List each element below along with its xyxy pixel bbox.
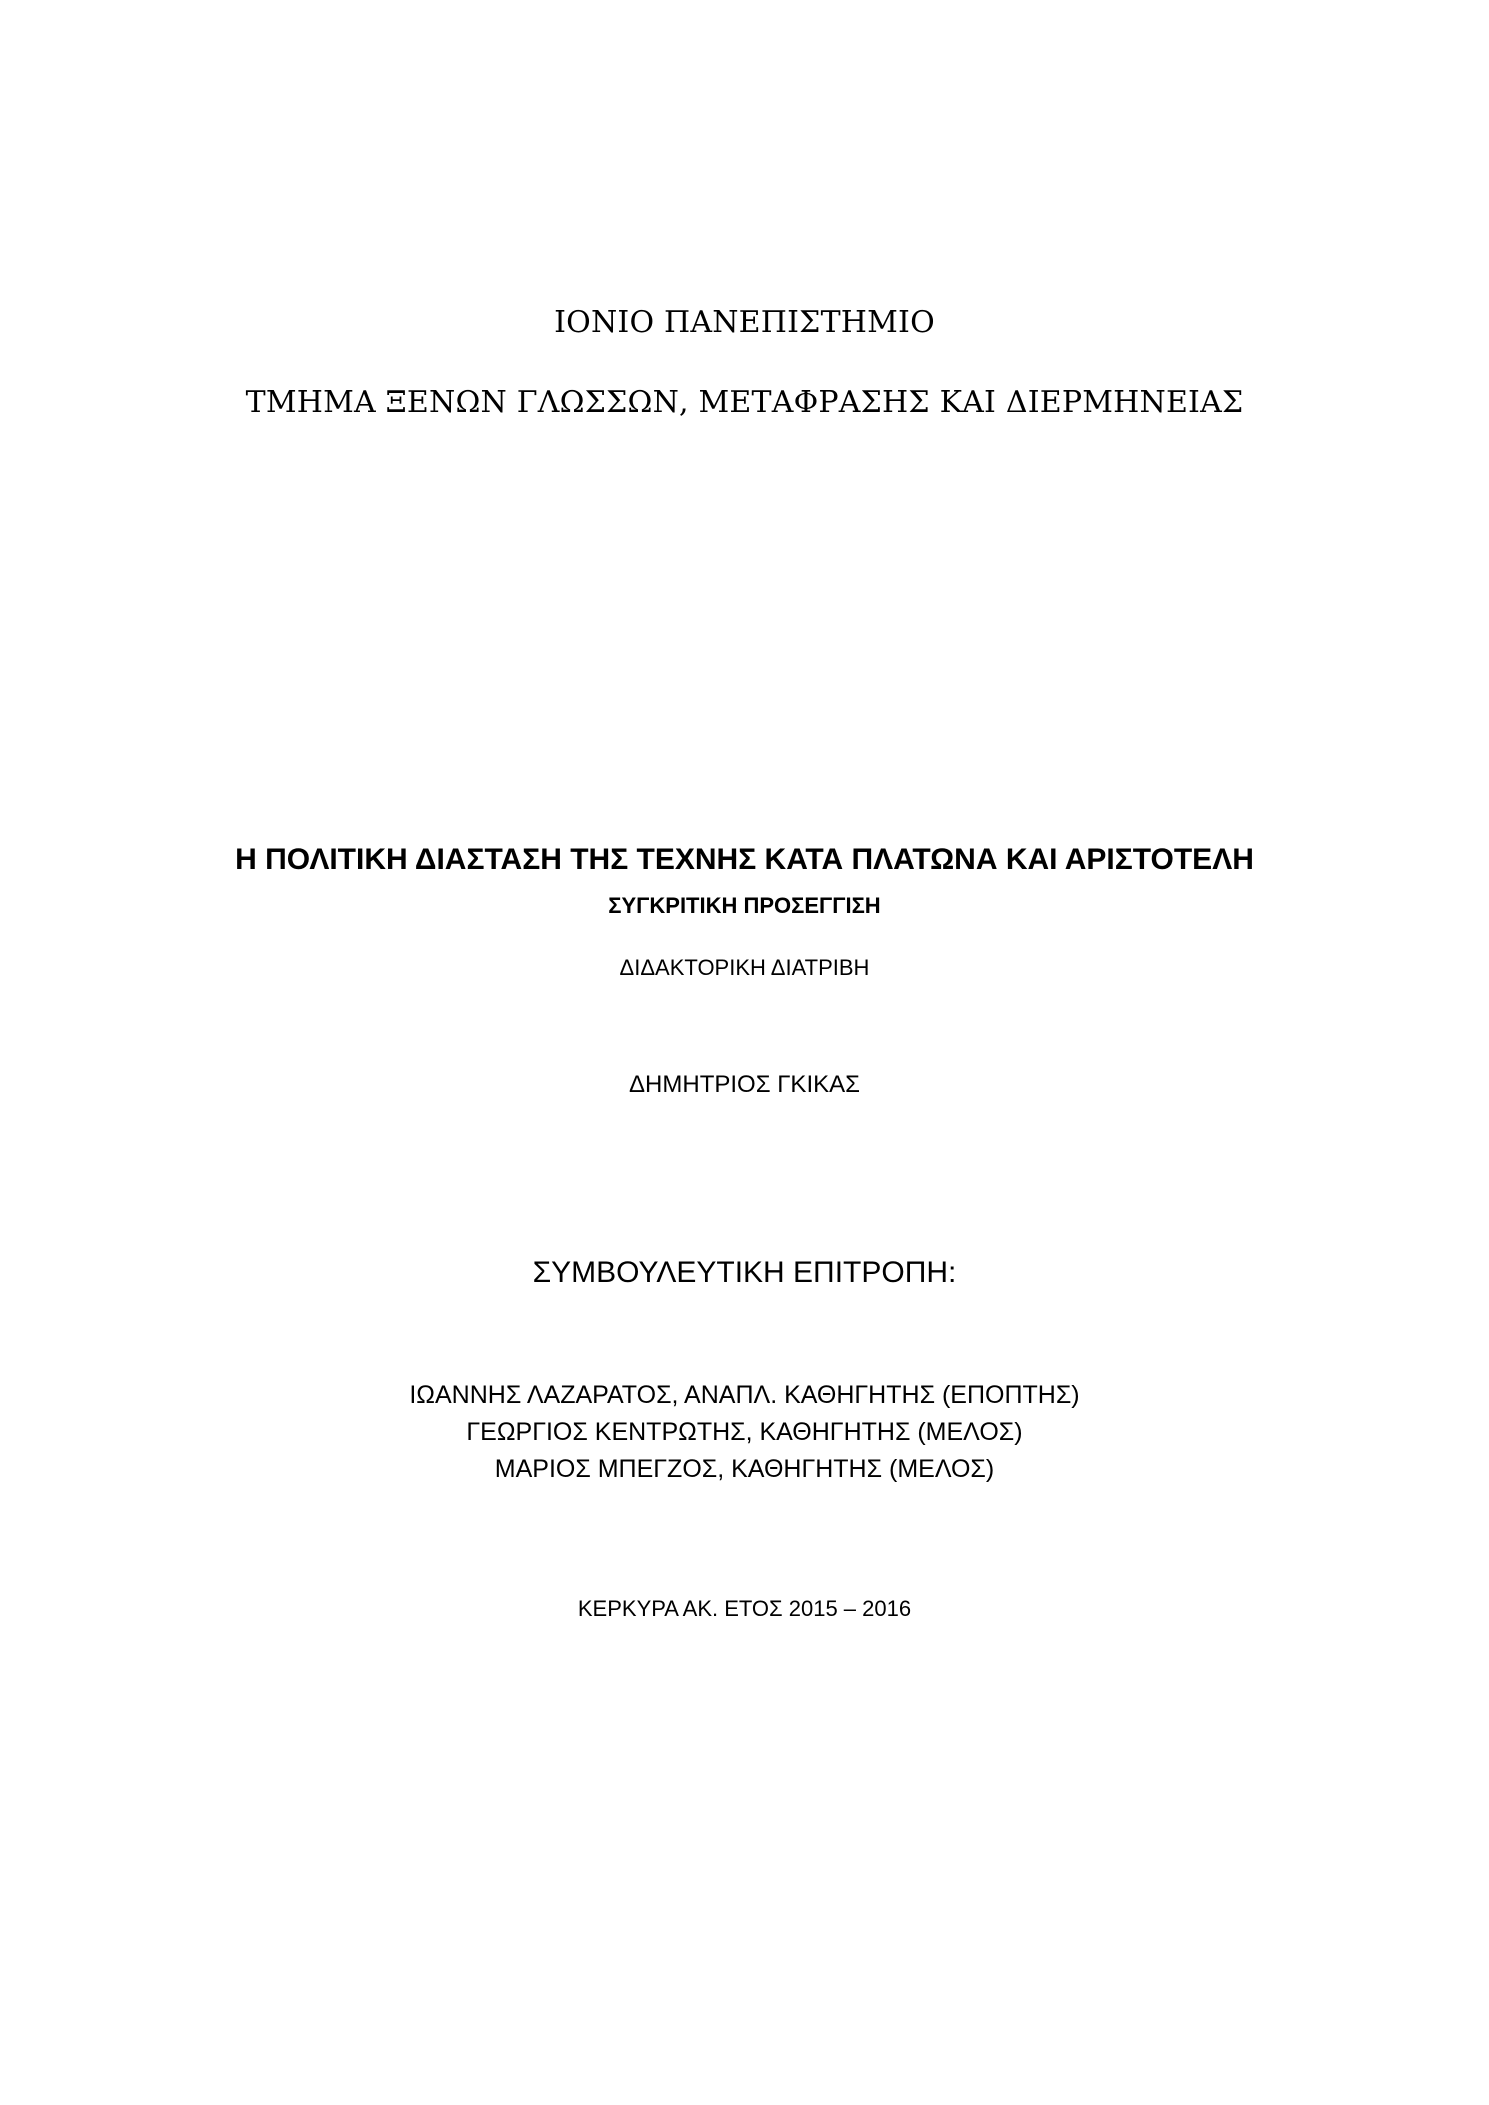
department-name: ΤΜΗΜΑ ΞΕΝΩΝ ΓΛΩΣΣΩΝ, ΜΕΤΑΦΡΑΣΗΣ ΚΑΙ ΔΙΕΡΜΗΝΕΙΑΣ (245, 385, 1244, 420)
committee-member: ΙΩΑΝΝΗΣ ΛΑΖΑΡΑΤΟΣ, ΑΝΑΠΛ. ΚΑΘΗΓΗΤΗΣ (ΕΠΟΠΤΗΣ) (409, 1381, 1080, 1409)
committee-member: ΓΕΩΡΓΙΟΣ ΚΕΝΤΡΩΤΗΣ, ΚΑΘΗΓΗΤΗΣ (ΜΕΛΟΣ) (466, 1418, 1023, 1446)
university-name: ΙΟΝΙΟ ΠΑΝΕΠΙΣΤΗΜΙΟ (554, 305, 935, 340)
committee-member: ΜΑΡΙΟΣ ΜΠΕΓΖΟΣ, ΚΑΘΗΓΗΤΗΣ (ΜΕΛΟΣ) (494, 1455, 995, 1483)
thesis-title: Η ΠΟΛΙΤΙΚΗ ΔΙΑΣΤΑΣΗ ΤΗΣ ΤΕΧΝΗΣ ΚΑΤΑ ΠΛΑΤΩΝΑ ΚΑΙ ΑΡΙΣΤΟΤΕΛΗ (235, 843, 1254, 876)
thesis-type: ΔΙΔΑΚΤΟΡΙΚΗ ΔΙΑΤΡΙΒΗ (619, 955, 870, 980)
place-and-academic-year: ΚΕΡΚΥΡΑ ΑΚ. ΕΤΟΣ 2015 – 2016 (577, 1596, 912, 1621)
author-name: ΔΗΜΗΤΡΙΟΣ ΓΚΙΚΑΣ (629, 1071, 860, 1098)
thesis-subtitle: ΣΥΓΚΡΙΤΙΚΗ ΠΡΟΣΕΓΓΙΣΗ (608, 893, 881, 918)
committee-heading: ΣΥΜΒΟΥΛΕΥΤΙΚΗ ΕΠΙΤΡΟΠΗ: (532, 1256, 957, 1289)
